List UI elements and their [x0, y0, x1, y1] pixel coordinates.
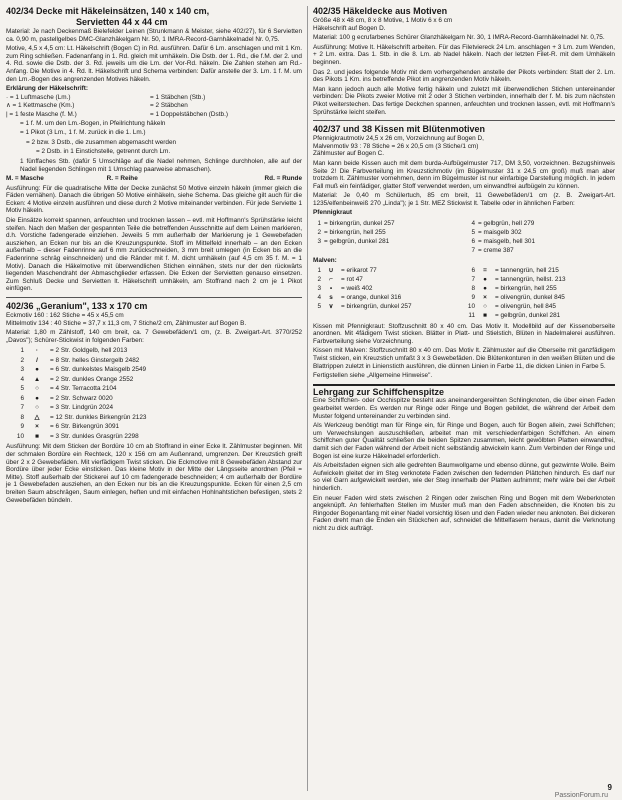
legend-title: Erklärung der Häkelschrift:: [6, 85, 89, 93]
color-text: = olivengrün, dunkel 845: [495, 294, 565, 302]
color-symbol: ●: [35, 366, 39, 374]
color-text: = 6 Str. Birkengrün 3091: [50, 423, 120, 431]
subheading: Pfennigkraut: [313, 209, 353, 217]
color-row: [14, 384, 302, 394]
symbol-text: | = 1 feste Masche (f. M.): [6, 110, 77, 118]
color-text: = 3 Str. dunkles Grasgrün 2298: [50, 432, 139, 440]
page-number: 9: [607, 783, 612, 792]
color-text: = olivengrün, hell 845: [495, 303, 556, 311]
color-symbol: △: [34, 413, 40, 421]
paragraph: Ausführung: Motive lt. Häkelschrift arbeiten. Für das Filetviereck 24 Lm. anschlagen + 3 Lm. zum Wenden, + 2 Lm. extra. Das 1. Stb. in die 8. Lm. ab Nadel häkeln. Nach der letzten Filet-R. mit dem Umhäkeln beginnen.: [313, 43, 615, 66]
color-row: [467, 228, 615, 237]
color-text: = gelbgrün, dunkel 281: [495, 312, 561, 320]
color-row: [467, 246, 615, 255]
color-symbol: ·: [35, 347, 39, 355]
watermark: PassionForum.ru: [554, 792, 608, 799]
color-text: = 6 Str. dunkelstes Maisgelb 2549: [50, 366, 147, 374]
color-row: [313, 294, 461, 303]
color-symbol: ∨: [328, 303, 334, 311]
color-text: = rot 47: [341, 276, 363, 284]
symbol-desc: = 1 Pikot (3 Lm., 1 f. M. zurück in die 1. Lm.): [20, 129, 146, 137]
color-row: [467, 312, 615, 321]
symbol-text: = 1 Stäbchen (Stb.): [150, 93, 206, 101]
paragraph: Malvenmotiv 93 : 78 Stiche = 26 x 20,5 cm (3 Stiche/1 cm): [313, 142, 479, 150]
color-num: 9: [20, 423, 24, 431]
section-title: 402/35 Häkeldecke aus Motiven: [313, 6, 448, 16]
color-num: 5: [317, 303, 321, 311]
symbol-text: = 1 Doppelstäbchen (Dstb.): [150, 110, 228, 118]
abbrev: Rd. = Runde: [264, 175, 303, 183]
color-symbol: s: [329, 294, 333, 302]
abbrev: R. = Reihe: [106, 175, 138, 183]
paragraph: Material: 1,80 m Zählstoff, 140 cm breit, ca. 7 Gewebefäden/1 cm, (z. B. Zweigart-Art. 3770/252 „Davos"); Schürer-Stickwist in folgenden Farben:: [6, 329, 302, 344]
symbol-desc: = 2 Dstb. in 1 Einstichstelle, getrennt durch Lm.: [36, 148, 171, 156]
color-row: [14, 356, 302, 366]
color-text: = 2 Str. dunkles Orange 2552: [50, 375, 134, 383]
color-row: [313, 285, 461, 294]
paragraph: Material: 100 g ecrufarbenes Schürer Glanzhäkelgarn Nr. 30, 1 IMRA-Record-Garnhäkelnadel Nr. 0,75.: [313, 34, 605, 42]
color-row: [14, 365, 302, 375]
section-title: 402/36 „Geranium", 133 x 170 cm: [6, 301, 148, 311]
color-row: [467, 276, 615, 285]
color-text: = birkengrün, hell 255: [495, 285, 557, 293]
color-symbol: ×: [483, 294, 487, 302]
color-num: 1: [317, 219, 321, 227]
color-num: 10: [16, 432, 24, 440]
color-num: 3: [317, 237, 321, 245]
color-row: [313, 237, 461, 246]
color-num: 6: [471, 267, 475, 275]
paragraph: Ein neuer Faden wird stets zwischen 2 Ringen oder zwischen Ring und Bogen mit dem Weberknoten angeknüpft. An fehlerhaften Stellen im Muster muß man den Faden abschneiden, die Knoten bis zu Ringoder Bogenanfang mit einer Nadel vorsichtig lösen und den Faden wieder neu anknoten. Bei dickeren Faden dreht man die Enden ein Stückchen auf, schneidet die Mittelfasern heraus, damit die Verknotung nicht zu dick aufträgt.: [313, 494, 615, 532]
color-num: 4: [317, 294, 321, 302]
color-column: [467, 267, 615, 321]
color-text: = birkengrün, dunkel 257: [324, 219, 395, 227]
color-num: 6: [471, 237, 475, 245]
color-row: [467, 219, 615, 228]
symbol-row: [6, 111, 302, 119]
paragraph: Eine Schiffchen- oder Occhispitze besteht aus aneinandergereihten Schlingknoten, die über einen Faden gearbeitet werden. Es werden nur Ringe oder Ringe und Bogen gebildet, die während der Arbeit dem Muster folgend untereinander zu verbinden sind.: [313, 397, 615, 420]
color-text: = 4 Str. Terracotta 2104: [50, 385, 117, 393]
color-num: 2: [20, 356, 24, 364]
color-row: [313, 276, 461, 285]
paragraph: Die Einsätze korrekt spannen, anfeuchten und trocknen lassen – evtl. mit Hoffmann's Sprühstärke leicht steifen. Nach den Maßen der gespannten Teile die betreffenden Ausschnitte auf dem Leinen markieren, d.h. Vorstiche fadengerade einziehen. Jeweils 5 mm außerhalb der Markierung je 1 Gewebefaden ausziehen, an Ecken nur bis an die Kreuzungspunkte. Stoff im Mittelfeld innerhalb – an den Ecken außerhalb – dieser Fadenrinne auf 6 mm zurückschneiden, 3 mm breit umlegen (in Ecken bis an die Fadenrinne schräg einschneiden) und die Ränder mit f. M. dicht umhäkeln (auf 4,5 cm 35 f. M. = 1 Motiv). Danach die Häkelmotive mit überwendlichen Stichen einnähen, stets nur der den rückwärts liegenden Maschendraht der Abmaschglieder erfassen. Die Ecken der Servietten genauso einsetzen. Zum Schluß Decke und Servietten lt. Häkelschrift umhäkeln, am Stoffrand nach 2 cm je 1 Pikot einfügen.: [6, 217, 302, 293]
color-symbol: ∪: [328, 267, 334, 275]
symbol-row: [6, 102, 302, 110]
color-column: [313, 267, 461, 321]
paragraph: Pfennigkrautmotiv 24,5 x 26 cm, Vorzeichnung auf Bogen D,: [313, 135, 484, 143]
paragraph: Motive, 4,5 x 4,5 cm: Lt. Häkelschrift (Bogen C) in Rd. ausführen. Dafür 6 Lm. anschlagen und mit 1 Km. zum Ring schließen. Fadenanfang in 1. Rd. gleich mit umhäkeln. Die Dstb. der 1. Rd., die f.M. der 2. und 4. Rd. sowie die Dstb. der 3. Rd. jeweils um die Lm. der Vor-Rd. häkeln. Die Zahlen stehen am Rd.-Anfang. Die Motive in 4. Rd. lt. Häkelschrift und Schema verbinden: Dafür anstelle der 3. Lm. 1 f. M. um den Lm.-Bogen des angrenzenden Motives häkeln.: [6, 45, 302, 83]
paragraph: Man kann beide Kissen auch mit dem burda-Aufbügelmuster 717, DM 3,50, vorzeichnen. Bezugshinweis Seite 2! Die Farbverteilung im Kreuzstichmotiv (im Bügelmuster 31 x 24,5 cm groß) muß man aber trotzdem lt. Zählmuster vornehmen, denn im Bügelmuster ist nur einfarbige Darstellung möglich. In jedem Fall muß ein feinfädiger, glatter Stoff verwendet werden, um einwandfrei aufbügeln zu können.: [313, 159, 615, 190]
color-symbol: ■: [483, 312, 487, 320]
color-symbol: ▲: [33, 375, 41, 383]
right-column: [313, 6, 615, 535]
color-row: [467, 294, 615, 303]
left-column: [6, 6, 302, 506]
subheading: Malven:: [313, 257, 337, 265]
color-row: [313, 228, 461, 237]
color-text: = maisgelb, hell 301: [478, 237, 536, 245]
color-text: = 8 Str. helles Ginstergelb 2482: [50, 356, 140, 364]
section-subtitle: Servietten 44 x 44 cm: [76, 17, 168, 27]
color-column: [467, 219, 615, 255]
symbol-text: = 2 Stäbchen: [150, 102, 188, 110]
color-num: 9: [471, 294, 475, 302]
column-divider: [307, 6, 308, 791]
symbol-desc: 1 fünffaches Stb. (dafür 5 Umschläge auf die Nadel nehmen, Schlinge durchholen, alle auf der Nadel liegenden Schlingen mit 1 Umschlag paarweise abmaschen).: [20, 157, 302, 173]
color-list: [14, 346, 302, 441]
color-table: [313, 219, 615, 255]
paragraph: Zählmuster auf Bogen C.: [313, 150, 385, 158]
color-row: [313, 267, 461, 276]
color-row: [14, 346, 302, 356]
color-symbol: ⌐: [329, 276, 333, 284]
paragraph: Häkelschrift auf Bogen D.: [313, 24, 386, 32]
section-title: 402/34 Decke mit Häkeleinsätzen, 140 x 140 cm,: [6, 6, 210, 16]
symbol-desc: = 1 f. M. um den Lm.-Bogen, in Pfeilrichtung häkeln: [20, 119, 166, 127]
paragraph: Das 2. und jedes folgende Motiv mit dem vorhergehenden anstelle der Pikots verbinden: Statt der 2. Lm. des Pikots 1 Km. ins betreffende Pikot im angrenzenden Motiv häkeln.: [313, 68, 615, 84]
color-row: [14, 432, 302, 442]
abbrev: M. = Masche: [6, 175, 44, 183]
color-num: 1: [20, 347, 24, 355]
color-text: = tannengrün, hellst. 213: [495, 276, 566, 284]
color-text: = birkengrün, dunkel 257: [341, 303, 412, 311]
color-symbol: ▪: [329, 285, 333, 293]
color-text: = gelbgrün, dunkel 281: [324, 237, 390, 245]
color-column: [313, 219, 461, 255]
color-row: [313, 219, 461, 228]
color-row: [313, 303, 461, 312]
color-symbol: ○: [35, 404, 39, 412]
color-symbol: ○: [35, 385, 39, 393]
color-text: = orange, dunkel 316: [341, 294, 402, 302]
color-num: 10: [467, 303, 475, 311]
paragraph: Mittelmotiv 134 : 40 Stiche = 37,7 x 11,3 cm, 7 Stiche/2 cm, Zählmuster auf Bogen B.: [6, 319, 247, 327]
color-num: 11: [468, 312, 475, 320]
color-symbol: ○: [483, 303, 487, 311]
color-text: = creme 387: [478, 246, 514, 254]
color-row: [467, 237, 615, 246]
section-divider: [6, 297, 302, 298]
symbol-text: · = 1 Luftmasche (Lm.): [6, 93, 71, 101]
color-num: 7: [20, 404, 24, 412]
color-symbol: ■: [35, 432, 39, 440]
color-num: 7: [471, 276, 475, 284]
color-text: = birkengrün, hell 255: [324, 228, 386, 236]
color-row: [14, 413, 302, 423]
color-num: 2: [317, 276, 321, 284]
section-divider: [313, 120, 615, 121]
symbol-row: [6, 94, 302, 102]
color-text: = tannengrün, hell 215: [495, 267, 559, 275]
paragraph: Kissen mit Pfennigkraut: Stoffzuschnitt 80 x 40 cm. Das Motiv lt. Modellbild auf der Kissenoberseite anordnen. Mit 4fädigem Twist sticken. Blätter in Platt- und Stielstich, Blüten in Nadelmalerei ausführen. Farbverteilung siehe Vorzeichnung.: [313, 322, 615, 345]
color-num: 7: [471, 246, 475, 254]
color-num: 8: [20, 413, 24, 421]
color-row: [467, 303, 615, 312]
color-row: [14, 403, 302, 413]
color-symbol: /: [36, 356, 38, 364]
color-num: 3: [20, 366, 24, 374]
paragraph: Kissen mit Malven: Stoffzuschnitt 80 x 40 cm. Das Motiv lt. Zählmuster auf die Oberseite mit ganzfädigem Twist sticken, ein Kreuzstich umfaßt 3 x 3 Gewebefäden. Die Blütenkonturen in den weißen Blüten und die Blattrippen zuletzt in Liniensticth ausführen, die dünnen Linien in Farbe 11, die dicken Linien in Farbe 5.: [313, 347, 615, 370]
color-symbol: ×: [35, 423, 39, 431]
color-row: [467, 267, 615, 276]
color-row: [14, 394, 302, 404]
paragraph: Material: Je nach Deckenmaß Bielefelder Leinen (Strunkmann & Meister, siehe 402/27), für 6 Servietten ca. 0,90 m, pastellgelbes DMC-Glanzhäkelgarn Nr. 50, 1 IMRA-Record-Garnhäkelnadel Nr. 0,75.: [6, 28, 302, 43]
color-num: 5: [20, 385, 24, 393]
color-row: [14, 422, 302, 432]
color-text: = weiß 402: [341, 285, 373, 293]
paragraph: Ausführung: Mit dem Sticken der Bordüre 10 cm ab Stoffrand in einer Ecke lt. Zählmuster beginnen. Mit der schmalen Bordüre ein Rechteck, 120 x 156 cm am Außenrand, umgrenzen. Der Kreuzstich greift über 2 x 2 Gewebefäden. Mit vierfädigem Twist sticken. Die Eckmotive mit 8 Gewebefäden Abstand zur Bordüre über jeder Ecke einsticken. Das kleine Motiv in der Mitte der Längsseite anordnen (Pfeil = Mitte). Stoff außerhalb der Stickerei auf 10 cm fadengerade beschneiden; 4 cm außerhalb der Bordüre je 1 Gewebefaden ausziehen, an den Ecken nur bis an die Kreuzungspunkte. Ecken für einen 2,5 cm breiten Saum abschrägen, Saum einlegen, heften und mit einfachen Hohlnahtstichen befestigen, stets 2 Gewebefäden bündeln.: [6, 443, 302, 504]
color-num: 5: [471, 228, 475, 236]
color-text: = 12 Str. dunkles Birkengrün 2123: [50, 413, 147, 421]
section-title: Lehrgang zur Schiffchenspitze: [313, 384, 615, 397]
symbol-text: ∧ = 1 Kettmasche (Km.): [6, 102, 75, 110]
color-text: = 3 Str. Lindgrün 2024: [50, 404, 114, 412]
color-num: 4: [471, 219, 475, 227]
paragraph: Als Arbeitsfaden eignen sich alle gedrehten Baumwollgarne und ebenso dünne, gut gezwirnte Wolle. Beim Aufwickeln gleitet der im Steg verknotete Faden zwischen den federnden Plättchen hindurch. Es darf nur so viel Garn aufgewickelt werden, wie der Steg innerhalb der Platten aufnimmt; mehr wäre bei der Arbeit hinderlich.: [313, 462, 615, 492]
color-text: = maisgelb 302: [478, 228, 522, 236]
color-text: = gelbgrün, hell 279: [478, 219, 535, 227]
paragraph: Größe 48 x 48 cm, 8 x 8 Motive, 1 Motiv 6 x 6 cm: [313, 17, 453, 24]
abbrev-row: [6, 175, 302, 183]
color-text: = 2 Str. Goldgelb, hell 2013: [50, 347, 128, 355]
symbol-desc: = 2 bzw. 3 Dstb., die zusammen abgemascht werden: [26, 138, 177, 146]
color-num: 8: [471, 285, 475, 293]
paragraph: Fertigstellen siehe „Allgemeine Hinweise".: [313, 372, 433, 380]
color-num: 6: [20, 394, 24, 402]
color-symbol: ●: [35, 394, 39, 402]
paragraph: Man kann jedoch auch alle Motive fertig häkeln und zuletzt mit überwendlichen Stichen untereinander verbinden: Die Pikots zweier Motive mit 2 oder 3 Stichen verbinden, innerhalb der f. M. bis zum nächsten Pikot weiterstechen. Das fertige Deckchen spannen, anfeuchten und trocknen lassen, evtl. mit Hoffmann's Sprühstärke leicht steifen.: [313, 85, 615, 116]
paragraph: Als Werkzeug benötigt man für Ringe ein, für Ringe und Bogen, auch für Bogen allein, zwei Schiffchen; um Verwechslungen auszuschließen, arbeitet man mit verschiedenfarbigen Schiffchen. An einem Schiffchen guter Qualität schließen die beiden Spitzen zusammen, leicht gewölbten Platten einwandfrei, damit sich der Faden während der Arbeit nicht selbständig abwickeln kann. Zum Verbinden der Ringe und Bogen ist eine kurze Häkelnadel erforderlich.: [313, 422, 615, 460]
color-num: 4: [20, 375, 24, 383]
paragraph: Ausführung: Für die quadratische Mitte der Decke zunächst 50 Motive einzeln häkeln (immer gleich die Fäden vernähen). Danach die übrigen 50 Motive einhäkeln, siehe Schema. Das gleiche gilt auch für die Ecken: 4 Motive einzeln ausführen und diese durch 2 Motive miteinander verbinden. Für jede Serviette 1 Motiv häkeln.: [6, 184, 302, 215]
color-num: 3: [317, 285, 321, 293]
color-text: = 2 Str. Schwarz 0020: [50, 394, 113, 402]
color-symbol: ●: [483, 276, 487, 284]
color-num: 2: [317, 228, 321, 236]
paragraph: Eckmotiv 160 : 162 Stiche = 45 x 45,5 cm: [6, 312, 124, 319]
section-title: 402/37 und 38 Kissen mit Blütenmotiven: [313, 124, 486, 135]
color-row: [14, 375, 302, 385]
color-row: [467, 285, 615, 294]
color-num: 1: [317, 267, 321, 275]
color-table: [313, 267, 615, 321]
paragraph: Material: Je 0,40 m Schülertuch, 85 cm breit, 11 Gewebefäden/1 cm (z. B. Zweigart-Art. 1235/elfenbeinweiß 270 „Linda"); je 1 Str. MEZ Stickwist lt. Tabelle oder in ähnlichen Farben:: [313, 192, 615, 207]
color-symbol: =: [483, 267, 487, 275]
color-text: = erikarot 77: [341, 267, 377, 275]
color-symbol: ●: [483, 285, 487, 293]
